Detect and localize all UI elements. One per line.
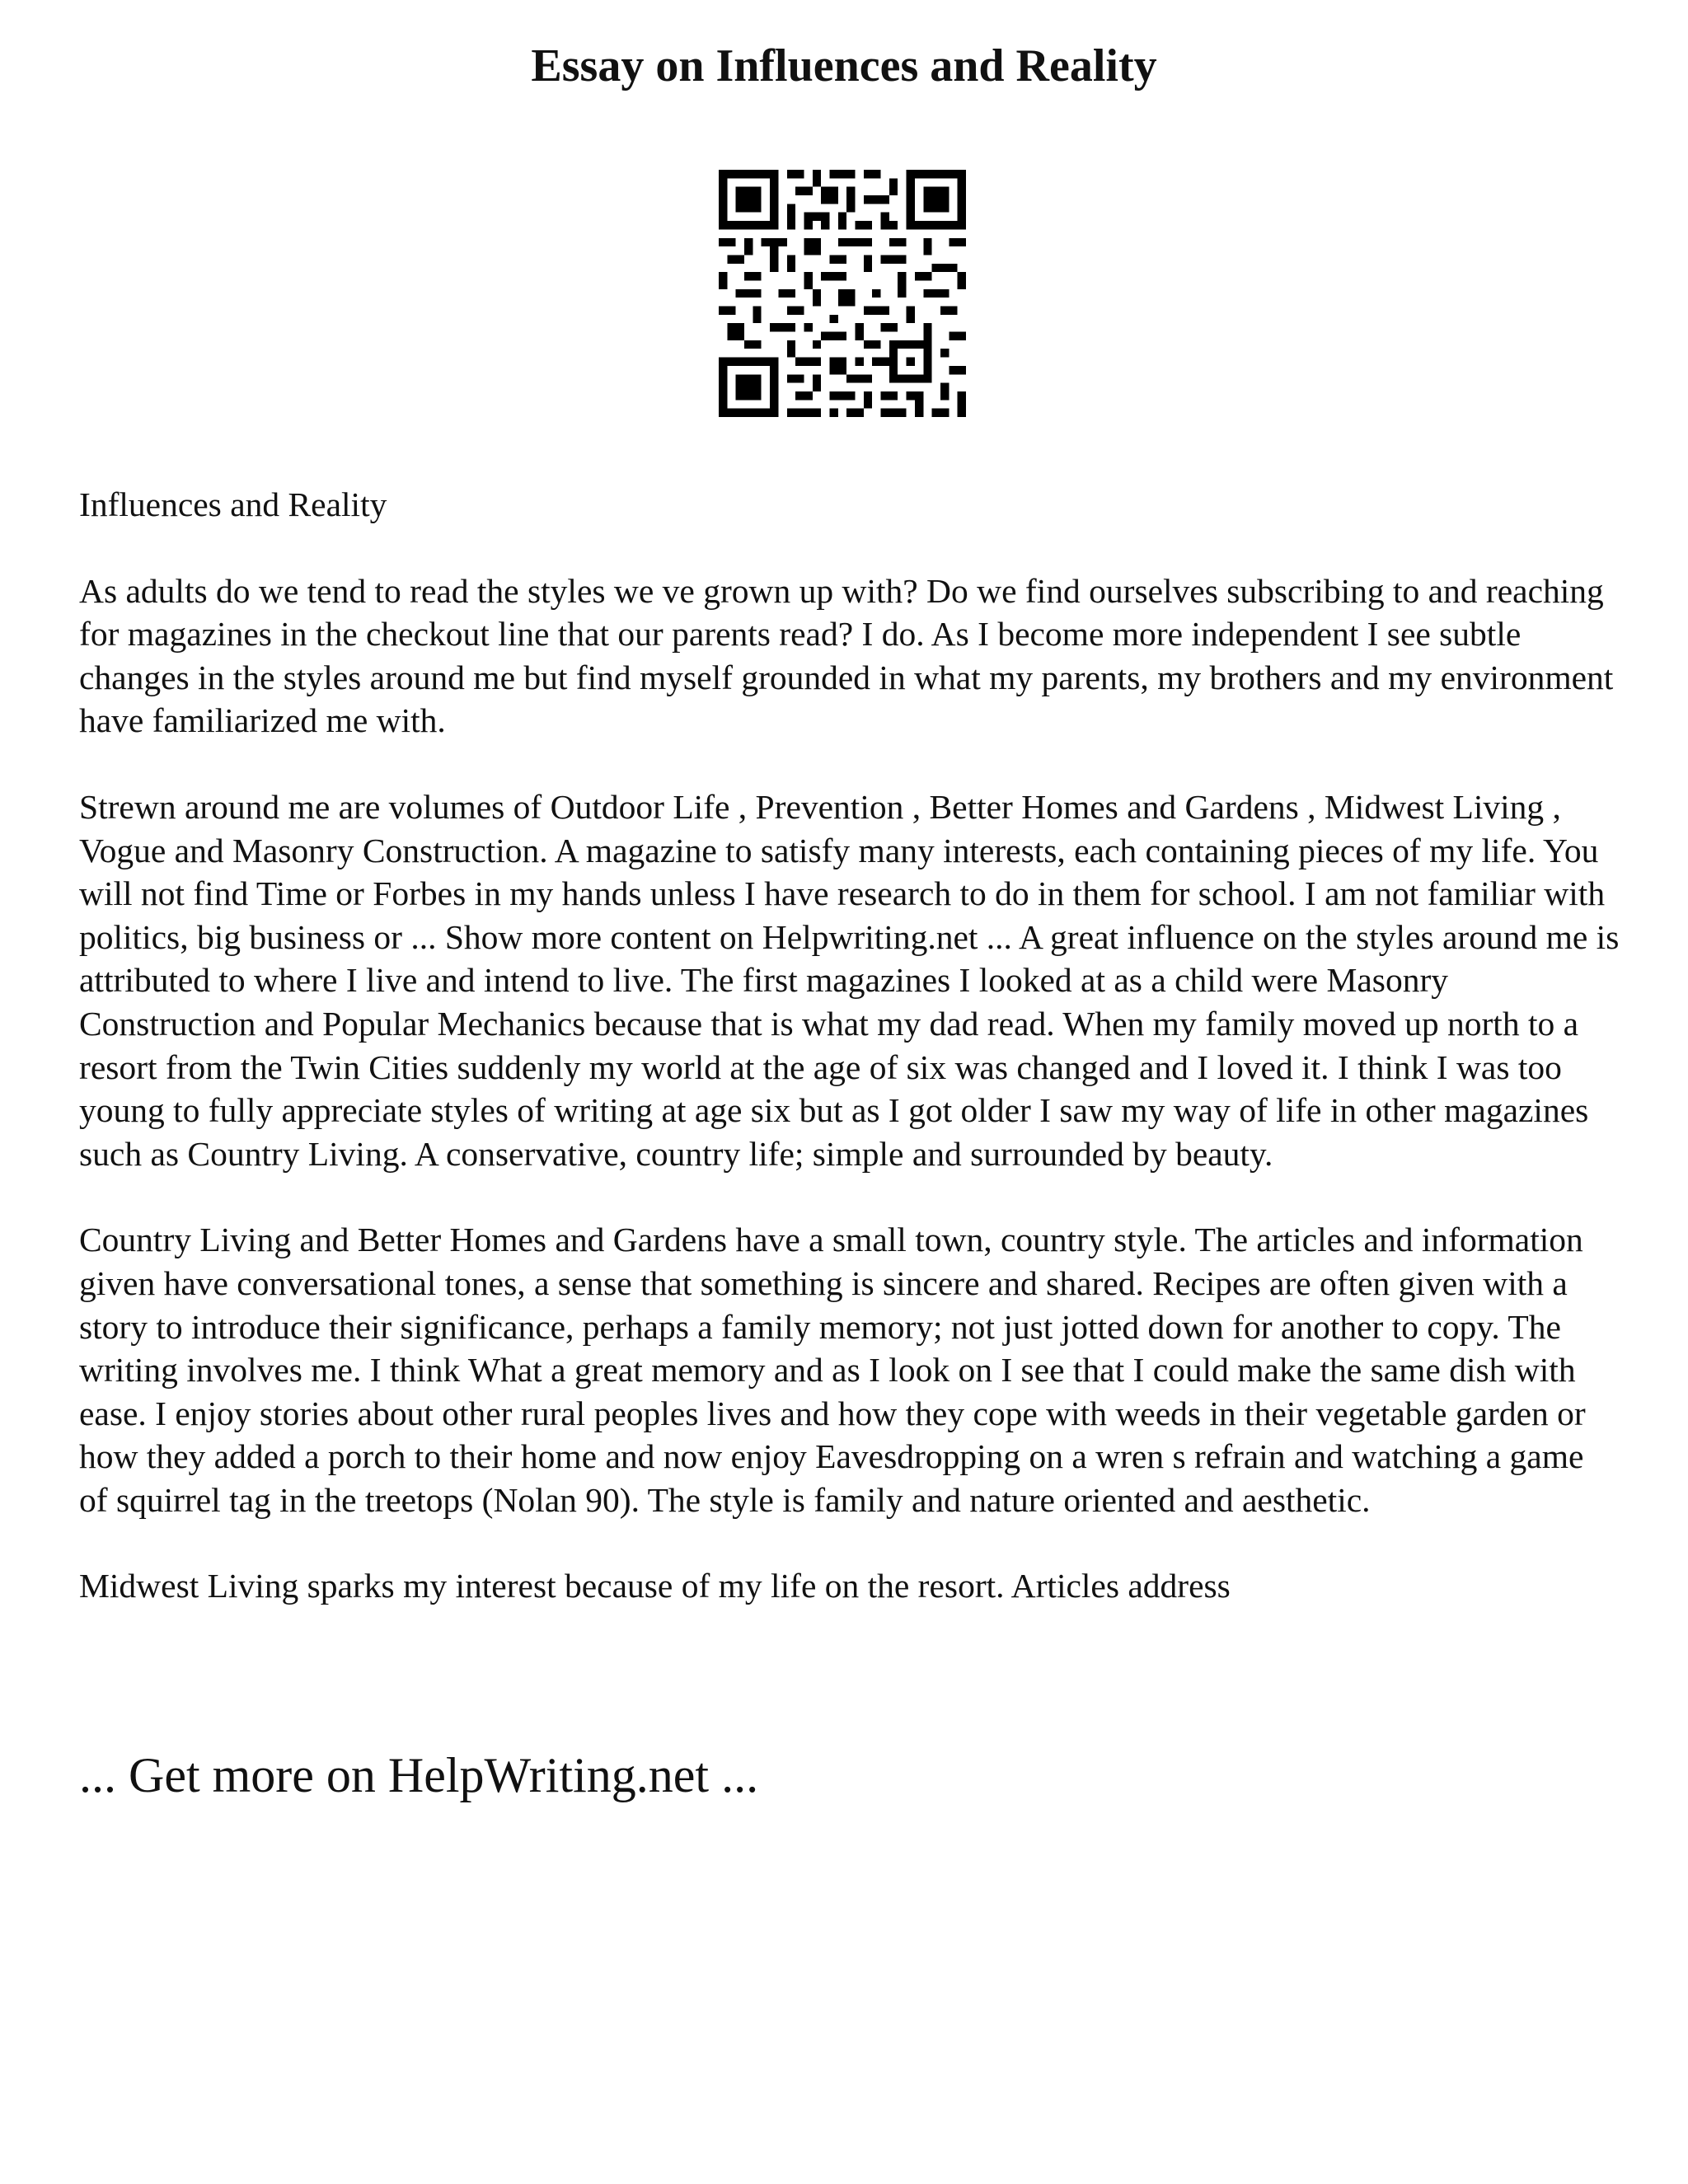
essay-paragraph: Strewn around me are volumes of Outdoor Life , Prevention , Better Homes and Gardens , Midwest Living , Vogue and Masonry Construction. A magazine to satisfy many interests, each containing pieces of my life. You will not find Time or Forbes in my hands unless I have research to do in them for school. I am not familiar with politics, big business or ... Show more content on Helpwriting.net ... A great influence on the styles around me is attributed to where I live and intend to live. The first magazines I looked at as a child were Masonry Construction and Popular Mechanics because that is what my dad read. When my family moved up north to a resort from the Twin Cities suddenly my world at the age of six was changed and I loved it. I think I was too young to fully appreciate styles of writing at age six but as I got older I saw my way of life in other magazines such as Country Living. A conservative, country life; simple and surrounded by beauty. xyxy=(79,787,1620,1173)
essay-body xyxy=(79,483,1620,1651)
essay-paragraph: Country Living and Better Homes and Gardens have a small town, country style. The articles and information given have conversational tones, a sense that something is sincere and shared. Recipes are often given with a story to introduce their significance, perhaps a family memory; not just jotted down for another to copy. The writing involves me. I think What a great memory and as I look on I see that I could make the same dish with ease. I enjoy stories about other rural peoples lives and how they cope with weeds in their vegetable garden or how they added a porch to their home and now enjoy Eavesdropping on a wren s refrain and watching a game of squirrel tag in the treetops (Nolan 90). The style is family and nature oriented and aesthetic. xyxy=(79,1221,1586,1519)
document-title: Essay on Influences and Reality xyxy=(531,40,1157,91)
essay-heading: Influences and Reality xyxy=(79,485,387,523)
get-more-link[interactable]: ... Get more on HelpWriting.net ... xyxy=(79,1748,759,1802)
essay-paragraph: Midwest Living sparks my interest because of my life on the resort. Articles address xyxy=(79,1567,1231,1605)
essay-paragraph: As adults do we tend to read the styles we ve grown up with? Do we find ourselves subscribing to and reaching for magazines in the checkout line that our parents read? I do. As I become more independent I see subtle changes in the styles around me but find myself grounded in what my parents, my brothers and my environment have familiarized me with. xyxy=(79,571,1614,740)
qr-code[interactable] xyxy=(719,170,966,417)
qr-code-icon xyxy=(719,170,966,417)
